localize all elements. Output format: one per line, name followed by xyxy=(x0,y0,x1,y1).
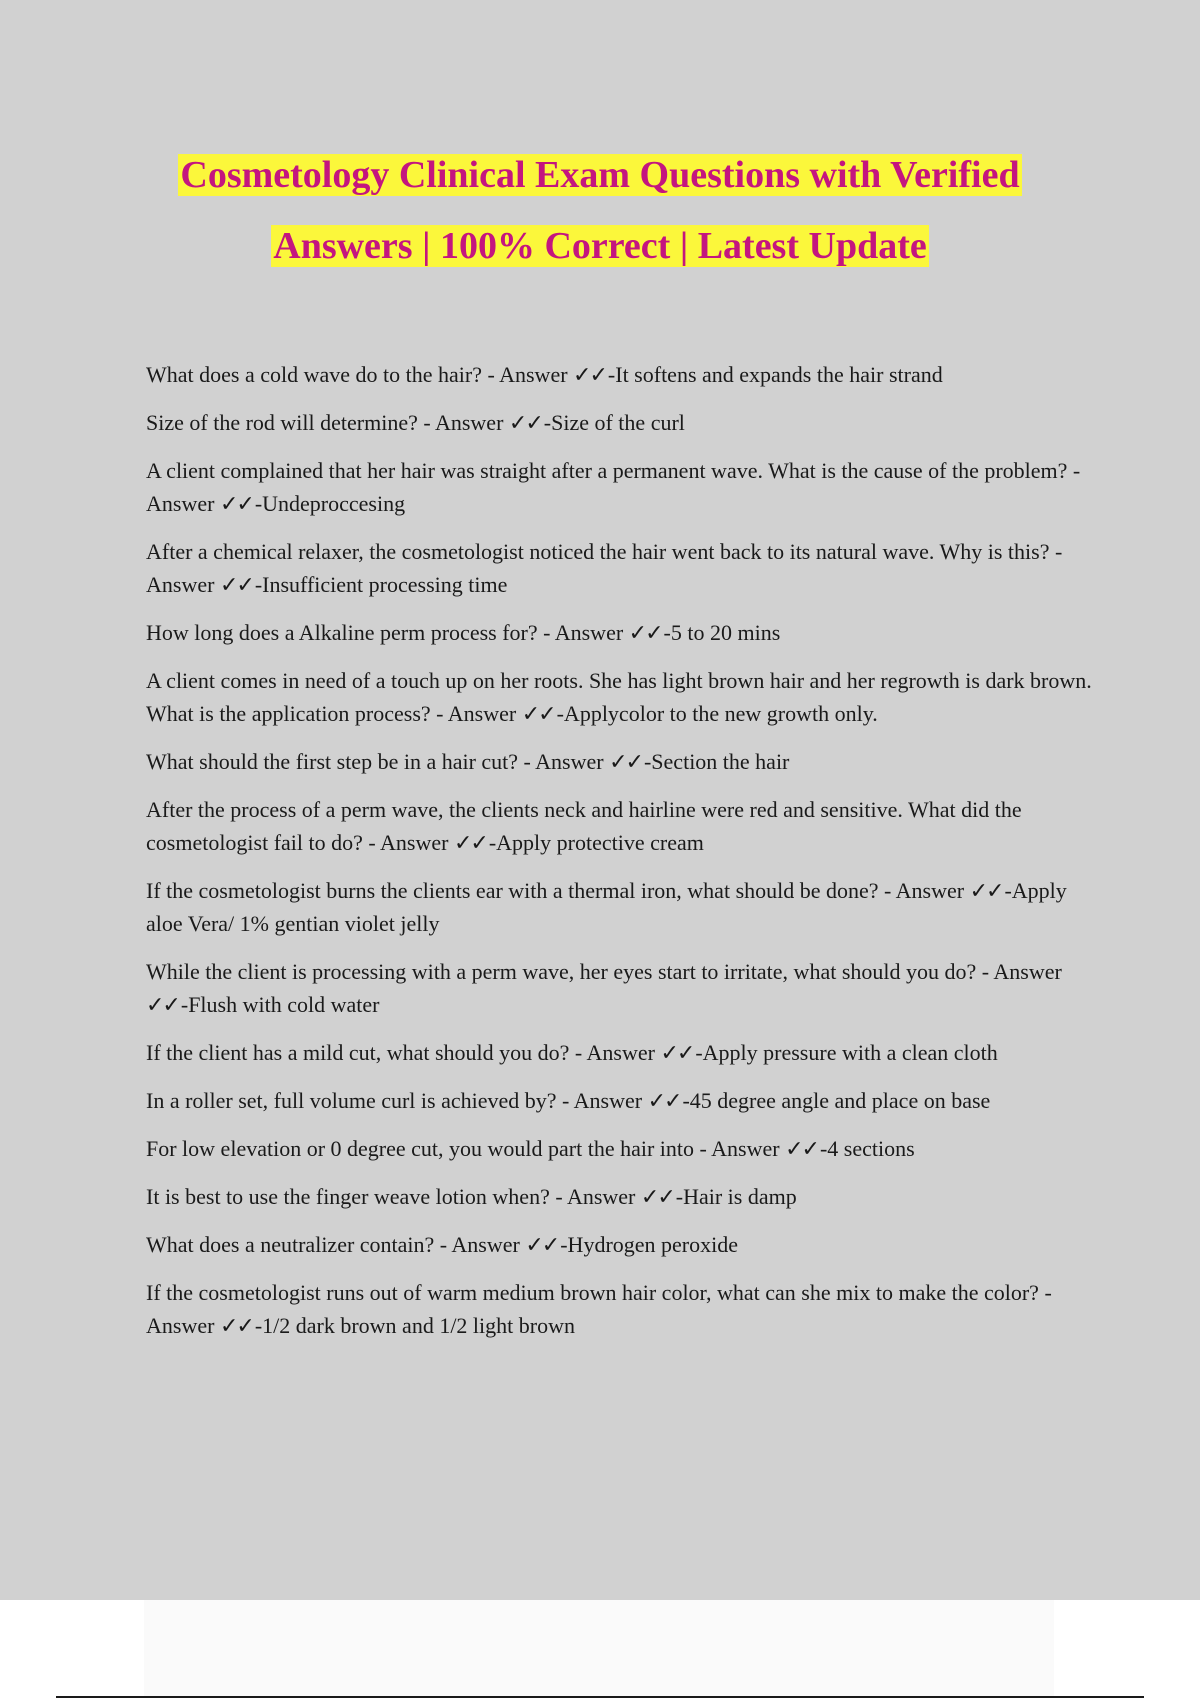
answer-label: Answer xyxy=(146,572,215,597)
double-check-icon: ✓✓ xyxy=(525,1232,559,1257)
qa-item xyxy=(146,745,1094,778)
question-text: What should the first step be in a hair cut? - xyxy=(146,749,536,774)
qa-item xyxy=(146,358,1094,391)
qa-item xyxy=(146,1132,1094,1165)
answer-label: Answer xyxy=(554,620,624,645)
double-check-icon: ✓✓ xyxy=(453,830,487,855)
qa-item xyxy=(146,664,1094,730)
qa-item xyxy=(146,955,1094,1021)
qa-item xyxy=(146,793,1094,859)
question-text: A client comes in need of a touch up on her roots. She has light brown hair and her regrowth is dark brown. What is the application process? - xyxy=(146,668,1092,726)
double-check-icon: ✓✓ xyxy=(628,620,662,645)
answer-label: Answer xyxy=(499,362,568,387)
question-text: A client complained that her hair was straight after a permanent wave. What is the cause of the problem? - xyxy=(146,458,1081,483)
double-check-icon: ✓✓ xyxy=(508,410,542,435)
footer-rule xyxy=(56,1696,1144,1698)
question-text: If the cosmetologist burns the clients ear with a thermal iron, what should be done? - xyxy=(146,878,896,903)
answer-label: Answer xyxy=(146,1313,215,1338)
answer-label: Answer xyxy=(447,701,517,726)
qa-item xyxy=(146,535,1094,601)
question-text: It is best to use the finger weave lotion when? - xyxy=(146,1184,567,1209)
double-check-icon: ✓✓ xyxy=(219,491,253,516)
qa-item xyxy=(146,616,1094,649)
title-line-1 xyxy=(0,140,1200,211)
answer-label: Answer xyxy=(434,410,504,435)
double-check-icon: ✓✓ xyxy=(219,1313,253,1338)
qa-item xyxy=(146,1180,1094,1213)
answer-text: -45 degree angle and place on base xyxy=(682,1088,991,1113)
document-title xyxy=(0,140,1200,282)
question-text: How long does a Alkaline perm process for? - xyxy=(146,620,555,645)
question-text: In a roller set, full volume curl is achieved by? - xyxy=(146,1088,574,1113)
answer-text: -It softens and expands the hair strand xyxy=(607,362,943,387)
answer-text: -Size of the curl xyxy=(543,410,685,435)
answer-label: Answer xyxy=(586,1040,655,1065)
answer-text: -5 to 20 mins xyxy=(663,620,781,645)
double-check-icon: ✓✓ xyxy=(609,749,642,774)
answer-label: Answer xyxy=(535,749,604,774)
answer-text: -Insufficient processing time xyxy=(254,572,508,597)
qa-item xyxy=(146,1036,1094,1069)
answer-label: Answer xyxy=(451,1232,520,1257)
title-line-2-text: Answers | 100% Correct | Latest Update xyxy=(273,225,927,267)
double-check-icon: ✓✓ xyxy=(647,1088,681,1113)
answer-text: -Apply protective cream xyxy=(488,830,704,855)
question-text: After the process of a perm wave, the clients neck and hairline were red and sensitive. What did the cosmetologist fail to do? - xyxy=(146,797,1022,855)
answer-text: -Flush with cold water xyxy=(180,992,380,1017)
question-text: Size of the rod will determine? - xyxy=(146,410,435,435)
answer-text: -1/2 dark brown and 1/2 light brown xyxy=(254,1313,575,1338)
answer-label: Answer xyxy=(566,1184,636,1209)
answer-label: Answer xyxy=(380,830,449,855)
question-text: While the client is processing with a perm wave, her eyes start to irritate, what should you do? - xyxy=(146,959,994,984)
answer-text: -4 sections xyxy=(819,1136,915,1161)
qa-item xyxy=(146,406,1094,439)
qa-item xyxy=(146,874,1094,940)
answer-label: Answer xyxy=(573,1088,643,1113)
answer-text: -Hair is damp xyxy=(675,1184,797,1209)
double-check-icon: ✓✓ xyxy=(969,878,1003,903)
answer-label: Answer xyxy=(146,491,215,516)
answer-label: Answer xyxy=(711,1136,780,1161)
answer-label: Answer xyxy=(895,878,965,903)
question-text: If the cosmetologist runs out of warm medium brown hair color, what can she mix to make the color? - xyxy=(146,1280,1052,1305)
answer-text: -Apply pressure with a clean cloth xyxy=(695,1040,998,1065)
answer-text: -Hydrogen peroxide xyxy=(560,1232,739,1257)
question-text: After a chemical relaxer, the cosmetologist noticed the hair went back to its natural wave. Why is this? - xyxy=(146,539,1063,564)
next-page-strip xyxy=(144,1600,1054,1696)
double-check-icon: ✓✓ xyxy=(573,362,606,387)
double-check-icon: ✓✓ xyxy=(660,1040,694,1065)
answer-text: -Section the hair xyxy=(643,749,790,774)
qa-item xyxy=(146,454,1094,520)
double-check-icon: ✓✓ xyxy=(785,1136,818,1161)
double-check-icon: ✓✓ xyxy=(640,1184,674,1209)
double-check-icon: ✓✓ xyxy=(521,701,555,726)
title-line-2 xyxy=(0,211,1200,282)
qa-item xyxy=(146,1276,1094,1342)
question-text: What does a cold wave do to the hair? - xyxy=(146,362,500,387)
title-line-1-text: Cosmetology Clinical Exam Questions with Verified xyxy=(180,154,1020,196)
answer-label: Answer xyxy=(993,959,1062,984)
question-answer-list xyxy=(146,358,1094,1357)
question-text: If the client has a mild cut, what should you do? - xyxy=(146,1040,587,1065)
answer-text: -Apply aloe Vera/ 1% gentian violet jelly xyxy=(146,878,1067,936)
qa-item xyxy=(146,1084,1094,1117)
page-footer-area xyxy=(0,1600,1200,1700)
answer-text: -Undeproccesing xyxy=(254,491,406,516)
double-check-icon: ✓✓ xyxy=(219,572,253,597)
qa-item xyxy=(146,1228,1094,1261)
question-text: For low elevation or 0 degree cut, you would part the hair into - xyxy=(146,1136,712,1161)
question-text: What does a neutralizer contain? - xyxy=(146,1232,452,1257)
double-check-icon: ✓✓ xyxy=(146,992,179,1017)
answer-text: -Applycolor to the new growth only. xyxy=(556,701,878,726)
